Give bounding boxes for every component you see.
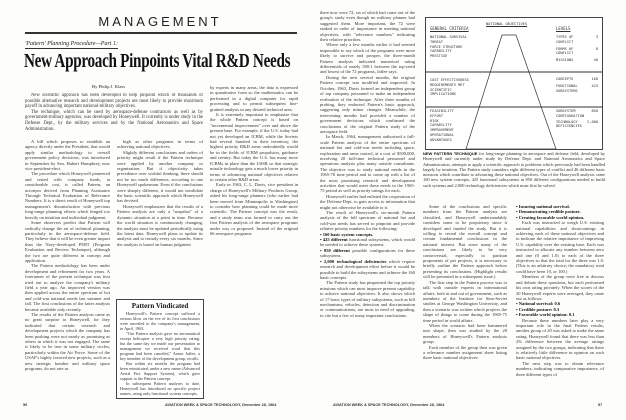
sidebar-paragraph: "Our Pattern analysis gave no aeronautical except helicopter a very high priority rating, but the same day we made our presentation to management we received word that this program had been canceled," Aaron Jaffee, a key member of the development group, recalls. — [120, 331, 200, 361]
page-number-left: 56 — [23, 403, 28, 407]
score-item: • Favorable world opinion: 0.1 — [516, 312, 575, 318]
levels-list — [556, 77, 598, 93]
level-value: 8 — [595, 46, 598, 51]
criterion: COST EFFECTIVENESS — [430, 78, 469, 82]
caption-lead: NEW PATTERN TECHNIQUE — [423, 151, 478, 156]
level-value: 425 — [591, 83, 598, 88]
criterion: FORCE STRUCTURE — [430, 44, 463, 49]
general-criteria-header: GENERAL CRITERIA — [430, 26, 469, 31]
level-value: 850 — [591, 109, 598, 113]
criterion: PRESTIGE — [430, 54, 448, 59]
diagram-title: NATIONAL OBJECTIVES — [486, 22, 528, 26]
left-column-3 — [210, 85, 298, 397]
paragraph: Honeywell emphasizes that the results of a Pattern analysis are only a "snapshot" of a dynamic situation at a point in time. Because the world situation is continuously changing, the analysis must be updated periodically using the latest data. Honeywell plans to update its analysis and to restudy every six months. Since the analysis is based on human judgment — [117, 203, 203, 247]
paragraph: When the scenario had been hammered into shape, then was studied by the 20 members of Honeywell's Pattern analysis group. — [423, 322, 507, 345]
article-kicker: 'Pattern' Planning Procedure—Part 1: — [25, 41, 118, 47]
header-rule — [25, 32, 297, 34]
level-value: 160 — [591, 77, 598, 81]
level-value: 46 — [593, 58, 598, 63]
intro-paragraph: New scientific approach has been developed to help pinpoint which of thousands of possible alternative research and development projects are most likely to provide maximum payoff in advancing important national-military objectives. — [25, 93, 203, 110]
level-row — [556, 109, 598, 119]
footer-right: AVIATION WEEK & SPACE TECHNOLOGY, December 28, 1964 — [333, 403, 445, 407]
criterion: NATIONAL SURVIVAL — [430, 35, 467, 39]
paragraph: During the next several months, the original Pattern concept was modified and improved. In October, 1963, Davis formed an independent group of top company personnel to make an independent evaluation of the technique. After three months of probing, they endorsed Pattern's basic approach, suggesting only minor changes. Meanwhile, the intervening months had provided a number of government decisions which confirmed the conclusions of the original Pattern study of the aerospace field. — [320, 74, 415, 134]
paragraph: Where only a few months earlier it had seemed impossible to say which of the programs were more likely to survive and prosper, the three-month Pattern analysis indicated numerical rating differentials of nearly 500:1 between the top-rated and lowest of the 72 programs, Jaffee says. — [320, 42, 415, 75]
level-row — [556, 35, 598, 45]
paragraph: Some observers predict that Pattern will radically change the art of technical planning, particularly in the aerospace-defense field. They believe that it will be even greater impact than the Navy-developed PERT (Program Evaluation and Review Technique), although the two are quite different in concept and application. — [25, 220, 110, 263]
level-row — [556, 58, 598, 63]
paragraph: The results of the Pattern analysis came as no great surprise to Honeywell, for they indicated that certain research and development projects which the company has been pushing were not nearly as promising as others in which it was not engaged. The same is likely to be true in some military circles, particularly within the Air Force. Some of the USAF's highly favored new projects, such as a new strategic bomber and military space programs, do not rate as — [25, 312, 110, 372]
level-label: TYPES OF CONFLICT — [556, 35, 574, 44]
diagram-caption — [423, 151, 605, 188]
level-row — [556, 84, 598, 94]
sidebar-paragraph: In subsequent Pattern analyses to date, Honeywell has introduced no specific project names, using only functional system concepts. — [120, 381, 200, 396]
criterion: FEASIBILITY — [430, 109, 454, 113]
criterion: RISK — [430, 118, 439, 123]
article-headline: New Approach Pinpoints Vital R&D Needs — [24, 50, 291, 72]
article-intro — [25, 93, 203, 137]
level-value: 3 — [595, 35, 598, 39]
paragraph: The first step in the Pattern process was to talk with outside experts in international affairs, both in and out of government, such as members of the Institute for Sino-Soviet studies at George Washington University, and then a scenario was written which projects the shape of things to come during the 1965-75 time period in world affairs. — [423, 279, 507, 323]
section-header: MANAGEMENT — [98, 14, 222, 29]
bullet-item: • 160 basic system concepts. — [320, 231, 374, 237]
sidebar-body — [117, 311, 203, 396]
paragraph: The Pattern methodology has been under development and refinement for two years. A forerunner of the present technique was first tried out to analyze the company's military field a year ago. An improved version was then applied across the entire spectrum of hot and cold-war national needs last summer and fall. The first conclusions of the latter analysis became available only recently. — [25, 263, 110, 312]
criterion: CAPABILITY — [430, 49, 452, 54]
level-label: FUNCTIONAL SUBSYSTEMS — [556, 83, 578, 93]
criterion: THREAT — [430, 39, 443, 44]
paragraph: The procedure which Honeywell pioneered and tested with company funds, at considerable cost, is called Pattern, an acronym derived from Planning Assistance Through Technical Evaluation of Relevance Numbers. It is a direct result of Honeywell top management's dissatisfaction with previous long-range planning efforts which hinged too heavily on intuition and individual judgment. — [25, 171, 110, 220]
criterion: EFFORT — [430, 113, 443, 118]
bullet-item: • Demonstrating credible posture. — [516, 209, 581, 215]
paragraph: by experts in many areas, the data is expressed in quantitative form so the mathematics can be performed in a digital computer for rapid processing and to permit subsequent fine-grained analysis in any desired technical area. — [210, 85, 298, 112]
level-row — [556, 120, 598, 130]
footer-left: AVIATION WEEK & SPACE TECHNOLOGY, December 28, 1964 — [165, 403, 277, 407]
right-column-1 — [320, 10, 415, 398]
bullet-item: • 2,000 technological deficiencies which require research and development effort before it would be possible to build the subsystems and achieve the 160 basic concepts. — [320, 258, 415, 280]
levels-header: LEVELS — [556, 26, 571, 31]
level-label: TECHNOLOGY DEFICIENCIES — [556, 119, 582, 129]
paragraph: In March, 1964, management authorized a full-scale Pattern analysis of the entire spectrum of national hot and cold-war needs including space, exploration and arms control, at a cost of $500,000, involving 20 full-time technical personnel and operations analysts plus many outside consultants. The objective was to study national needs in the 1965-78 time period and to come up with a list of the most promising research and development activities that would meet these needs in the 1965-75 period as well as priority ratings for each. — [320, 134, 415, 194]
paragraph: Early in 1963, C. L. Davis, vice president in charge of Honeywell's Military Products Group, asked his long-range planners (who earlier had been moved from Minneapolis to Washington) to consider how planning could be made more scientific. The Pattern concept was the result, and a study team was formed to carry out the first Pattern analysis of the aerospace programs under way or proposed. Instead of the original 66 aerospace programs — [210, 182, 298, 236]
criteria-list — [430, 35, 490, 59]
national-objectives-diagram — [425, 17, 603, 150]
criterion: OPERATIONAL ADVANTAGES — [430, 132, 454, 142]
caption-text: for long-range planning in aerospace and defense field, developed by Honeywell and currently under study by Defense Dept. and National Aeronautics and Space Administration, attempts to apply a scientific approach to problems which previously had been handled largely by intuition. The Pattern study considers eight different types of conflict and 46 different basic missions which contribute to advancing these national objectives. Out of the Honeywell analysis came 160 new system concepts, 425 functional subsystems in 850 different configurations needed to build such systems and 2,000 technology deficiencies which must first be solved. — [423, 151, 605, 188]
paragraph: high as other programs in terms of achieving national objectives. — [117, 139, 203, 150]
paragraph: there now were 72, six of which had come out of the group's study even though no military planner had suggested them. More important, the 72 were ranked in order of importance in meeting national objectives, with "relevance numbers" indicating their relative priorities. — [320, 10, 415, 43]
bullet-item: • 425 different functional subsystems, which would be needed to achieve these systems. — [320, 237, 415, 248]
score-item: • Credible posture: 0.3 — [516, 306, 560, 312]
level-value: 2,000 — [587, 119, 598, 124]
level-label: SUBSYSTEM CONFIGURATION — [556, 109, 585, 118]
paragraph: The Pattern study has pinpointed the top priority missions which can most improve present capability to achieve national objectives. It also shows which of 17 basic types of military subsystems, such as kill mechanisms, vehicles, detection and discrimination or communications, are most in need of upgrading, to cite but a few of many important conclusions. — [320, 280, 415, 318]
paragraph: The result of Honeywell's six-month Pattern analysis of the full spectrum of national hot and cold-war needs has served to pinpoint and provide relative priority numbers for the following: — [320, 210, 415, 232]
intro-paragraph: The technique, which can be used by aerospace-defense contractors as well as by government-military agencies, was developed by Honeywell. It currently is under study in the Defense Dept., by the military services and by the National Aeronautics and Space Administration. — [25, 109, 203, 132]
right-column-2 — [423, 204, 507, 398]
paragraph: Some of the conclusions and specific numbers from the Pattern analysis are classified, and Honeywell understandably considers some to be proprietary since it developed and funded the study. But it is willing to reveal the overall concept and certain fundamental conclusions in the national interest. But since many of the conclusions are likely to be very controversial, especially to partisan proponents of pet projects, it is necessary to briefly outline the Pattern approach before presenting its conclusions. (Highlight results will be presented in a subsequent issue.) — [423, 204, 507, 280]
paragraph: Members of the group were free to discuss and debate these questions, but each performed his own rating privately. When the scores of the 20 Honeywell experts were averaged, they came out as follows: — [516, 274, 604, 301]
bullet-item: • 850 different possible configurations for these subsystems. — [320, 247, 415, 259]
sidebar-pattern-vindicated — [116, 299, 204, 399]
levels-list — [556, 109, 598, 129]
bullet-item: • Insuring national survival. — [516, 204, 570, 209]
sidebar-paragraph: But within six months the program had been reinstituted, under a new name (Advanced Aerial Fire Support System), which gave support to the Pattern concept. — [120, 361, 200, 381]
paragraph: Slightly different conclusions and orders of priority might result if the Pattern technique were applied by another company or organization. But if objectivity takes precedence over wishful thinking, there should not be too much difference, according to one Honeywell spokesman. Even if the conclusions were sharply different, it would not invalidate the basic scientific approach which Honeywell has devised. — [117, 149, 203, 204]
level-label: MISSIONS — [556, 58, 574, 63]
levels-list — [556, 35, 598, 63]
bullet-item: • Creating favorable world opinion. — [516, 214, 585, 220]
level-label: FORMS OF CONFLICT — [556, 46, 574, 56]
paragraph: Each was instructed to weigh U.S. existing national capabilities and shortcomings in achieving each of these national objectives and to indicate the relative importance of improving U.S. capability over the existing base. Each was instructed to allocate any number between zero and one (0 and 1.0) to each of the three objectives so that the total for the three was 1.0. (This is an arbitrary choice; the mandatory total could have been 10, or 100.) — [516, 220, 604, 274]
criterion: REQUIREMENTS MET — [430, 82, 465, 87]
byline: By Philip J. Klass — [92, 84, 125, 89]
criterion: CAPABILITY IMPROVEMENT — [430, 123, 454, 133]
level-row — [556, 77, 598, 82]
sidebar-paragraph: Honeywell's Pattern concept suffered a serious blow on the eve of its first conclusions were unveiled to the company's management, in April, 1963. — [120, 311, 200, 331]
criteria-list — [430, 109, 490, 143]
page-number-right: 57 — [598, 403, 603, 407]
paragraph: It is extremely important to emphasize that the whole Pattern concept is based on "incremental improvement" over and above the present base. For example, if the U.S. today had not yet developed an ICBM, while the Soviets had several hundred in their inventory, the highest priority R&D areas undoubtedly would be in the fields of ICBM propulsion, guidance and reentry. But today the U.S. has many more ICBMs in place than the USSR so that strategic missile technology gets a much lower priority in terms of advancing national objectives relative to certain other R&D areas. — [210, 112, 298, 182]
score-item: • National survival: 0.6 — [516, 301, 561, 307]
level-label: CONCEPTS — [556, 77, 574, 81]
paragraph: Each member of the group then was given a relevance number assignment sheet listing three basic national objectives: — [423, 344, 507, 361]
paragraph: The next step was to obtain relevance numbers, indicating comparative importance, of three different types of — [516, 360, 604, 377]
right-column-3 — [516, 204, 604, 398]
criteria-list — [430, 78, 490, 97]
left-column-1 — [25, 139, 110, 397]
criterion: SCIENTIFIC IMPLICATIONS — [430, 87, 456, 97]
paragraph: Because these numbers later play a very important role in the final Pattern results, another group of 20 was asked to make the same rating. Honeywell found that there was less than 2% difference between the average ratings assigned by the two groups, indicating that there is relatively little difference in opinion on such basic national objectives. — [516, 317, 604, 361]
left-column-2 — [117, 139, 203, 295]
level-row — [556, 47, 598, 57]
paragraph: A bill which proposes to establish an agency directly under the President, that would apply similar methodology to overall government policy decisions, was introduced in September by Sen. Hubert Humphrey, now vice president-elect. — [25, 139, 110, 172]
paragraph: Honeywell earlier had enlisted the cooperation of the Defense Dept. to gain access to information that might not otherwise be available to it. — [320, 193, 415, 210]
sidebar-title: Pattern Vindicated — [131, 302, 189, 310]
